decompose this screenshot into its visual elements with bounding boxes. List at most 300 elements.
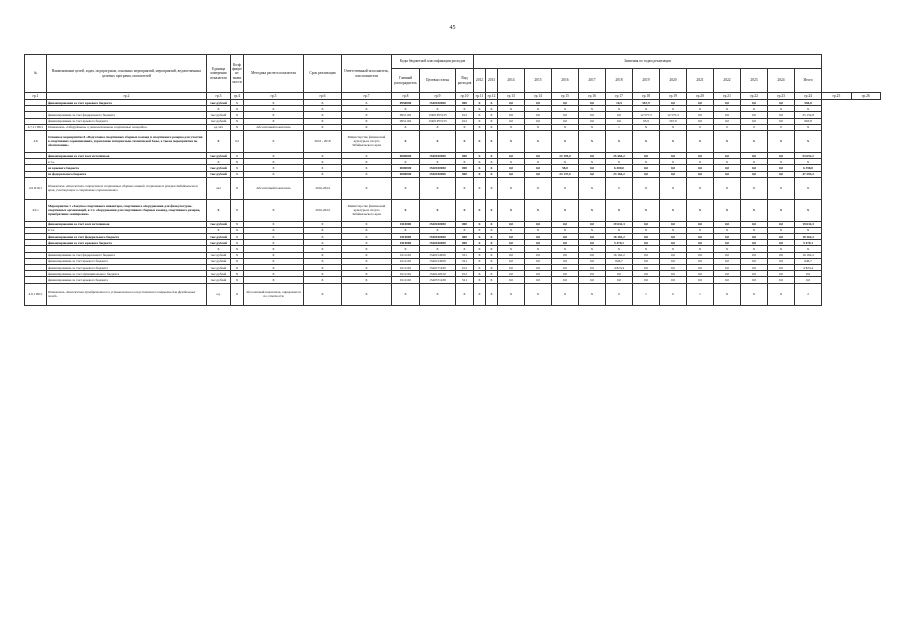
cell-unit: X	[207, 159, 231, 165]
cell-year-value: 0,0	[687, 234, 714, 240]
cell-unit: тыс.рублей	[207, 277, 231, 283]
cell-a: 0110000	[392, 234, 420, 240]
cell-year-value: 0,0	[714, 240, 741, 246]
cell-name: в т.ч.	[47, 159, 207, 165]
column-number: гр.1	[25, 93, 47, 100]
cell-resp: X	[342, 177, 392, 199]
cell-c: 521	[456, 258, 474, 264]
cell-method: X	[244, 171, 304, 177]
cell-year-value: 0,0	[579, 234, 606, 240]
cell-term: X	[304, 234, 342, 240]
cell-term: 2016-2024	[304, 199, 342, 221]
cell-year-value: 0,0	[660, 221, 687, 227]
cell-year-value: 0,0	[552, 221, 579, 227]
cell-year-value: 0	[606, 177, 633, 199]
cell-year-value: 0,0	[498, 277, 525, 283]
cell-year-value: 5 470,1	[795, 240, 822, 246]
cell-year-value: 0,0	[714, 265, 741, 271]
cell-c: 000	[456, 100, 474, 106]
column-number: гр.6	[304, 93, 342, 100]
cell-c: X	[456, 283, 474, 305]
page-number: 45	[449, 25, 456, 31]
cell-c: 612	[456, 265, 474, 271]
cell-year-value: X	[633, 199, 660, 221]
cell-year-value: 16,9	[606, 100, 633, 106]
cell-coef: X	[231, 271, 244, 277]
cell-name: финансирование за счет краевого бюджета	[47, 265, 207, 271]
cell-year-value: X	[474, 177, 486, 199]
cell-year-value: X	[525, 227, 552, 233]
column-number: гр.17	[606, 93, 633, 100]
cell-year-value: 0,0	[579, 152, 606, 158]
cell-year-value: 0,0	[660, 277, 687, 283]
cell-resp: X	[342, 152, 392, 158]
cell-method: X	[244, 240, 304, 246]
cell-num: 4.9 П10/1	[25, 177, 47, 199]
cell-term: 2016 - 2018	[304, 130, 342, 152]
cell-name: Показатель «Оборудованы и укомплектованы спортивные площадки»	[47, 124, 207, 130]
cell-resp: X	[342, 246, 392, 252]
cell-a: 0951102	[392, 112, 420, 118]
column-number: гр.12	[486, 93, 498, 100]
cell-term: X	[304, 221, 342, 227]
cell-year-value: X	[525, 246, 552, 252]
cell-year-value: 0,0	[714, 100, 741, 106]
cell-year-value: X	[633, 106, 660, 112]
cell-year-value: X	[795, 246, 822, 252]
col-resp-header: Ответственный исполнитель, соисполнители	[342, 55, 392, 93]
cell-coef: X	[231, 258, 244, 264]
cell-year-value: 0,0	[714, 221, 741, 227]
cell-year-value: X	[486, 221, 498, 227]
cell-unit: ед.	[207, 283, 231, 305]
cell-year-value: X	[579, 106, 606, 112]
cell-b: 1540100000	[420, 221, 456, 227]
cell-resp: X	[342, 234, 392, 240]
col-year-header: 2014	[498, 69, 525, 93]
cell-year-value: X	[552, 130, 579, 152]
cell-c: X	[456, 106, 474, 112]
cell-year-value: 0,0	[741, 265, 768, 271]
cell-resp: Министерство физической культуры и спорта Забайкальского края	[342, 130, 392, 152]
col-year-header: 2018	[606, 69, 633, 93]
cell-unit: тыс.рублей	[207, 152, 231, 158]
cell-year-value: X	[714, 246, 741, 252]
cell-unit: тыс.рублей	[207, 118, 231, 124]
cell-term: X	[304, 106, 342, 112]
cell-year-value: X	[498, 130, 525, 152]
cell-coef: X	[231, 124, 244, 130]
cell-year-value: X	[474, 152, 486, 158]
column-number: гр.14	[525, 93, 552, 100]
cell-year-value: 0,0	[633, 152, 660, 158]
cell-b: X	[420, 177, 456, 199]
cell-year-value: 19 632,3	[795, 221, 822, 227]
cell-name: финансирование за счет муниципального бюджета	[47, 271, 207, 277]
col-year-header: 2015	[525, 69, 552, 93]
cell-year-value: 0,0	[633, 265, 660, 271]
cell-year-value: 0,0	[498, 171, 525, 177]
cell-year-value: X	[474, 159, 486, 165]
cell-a: 0110000	[392, 221, 420, 227]
cell-year-value: 16 162,2	[606, 252, 633, 258]
col-year-header: 2013	[486, 69, 498, 93]
cell-year-value: X	[486, 171, 498, 177]
cell-year-value: X	[633, 177, 660, 199]
cell-year-value: X	[486, 252, 498, 258]
cell-year-value: 12 577,5	[633, 112, 660, 118]
cell-year-value: X	[579, 159, 606, 165]
cell-num: 4.9.1	[25, 199, 47, 221]
cell-year-value: X	[714, 177, 741, 199]
cell-year-value: 0,0	[741, 258, 768, 264]
cell-year-value: 0,0	[525, 271, 552, 277]
cell-coef: X	[231, 246, 244, 252]
cell-year-value: X	[768, 199, 795, 221]
cell-method: X	[244, 112, 304, 118]
cell-year-value: X	[474, 118, 486, 124]
cell-year-value: X	[741, 199, 768, 221]
cell-year-value: 0,0	[525, 277, 552, 283]
cell-name: финансирование за счет краевого бюджета	[47, 240, 207, 246]
cell-name: Показатель «Количество приобретенного и установленного искусственного покрытия для футбольных полей»	[47, 283, 207, 305]
cell-year-value: 0,0	[633, 271, 660, 277]
cell-year-value: 4 823,4	[606, 265, 633, 271]
column-number: гр.11	[474, 93, 486, 100]
cell-year-value: 0,0	[606, 112, 633, 118]
cell-name: финансирование за счет федерального бюджета	[47, 252, 207, 258]
cell-resp: X	[342, 112, 392, 118]
cell-year-value: X	[579, 246, 606, 252]
cell-year-value: X	[714, 130, 741, 152]
cell-year-value: 663,8	[795, 118, 822, 124]
cell-year-value: 1	[633, 283, 660, 305]
cell-year-value: 0,0	[741, 221, 768, 227]
cell-year-value: 24 195,0	[552, 152, 579, 158]
cell-coef: X	[231, 252, 244, 258]
cell-resp: X	[342, 165, 392, 171]
cell-c: 000	[456, 152, 474, 158]
cell-a: 0111102	[392, 271, 420, 277]
cell-year-value: 0,0	[660, 152, 687, 158]
cell-resp: X	[342, 271, 392, 277]
cell-b: 1540100000	[420, 165, 456, 171]
cell-year-value: 584,8	[795, 100, 822, 106]
column-number: гр.26	[851, 93, 880, 100]
cell-year-value: 0,0	[660, 271, 687, 277]
column-number: гр.5	[244, 93, 304, 100]
cell-year-value: 0,0	[498, 252, 525, 258]
cell-year-value: X	[498, 177, 525, 199]
table-body	[25, 100, 881, 306]
cell-b: X	[420, 246, 456, 252]
column-number: гр.25	[822, 93, 851, 100]
column-number: гр.13	[498, 93, 525, 100]
cell-year-value: 0,0	[525, 258, 552, 264]
cell-unit: тыс.рублей	[207, 112, 231, 118]
cell-year-value: X	[795, 227, 822, 233]
cell-b: X	[420, 227, 456, 233]
cell-resp: X	[342, 227, 392, 233]
col-year-header: 2012	[474, 69, 486, 93]
cell-year-value: 0,0	[741, 165, 768, 171]
cell-year-value: 0,0	[606, 271, 633, 277]
column-number: гр.8	[392, 93, 420, 100]
cell-year-value: X	[486, 124, 498, 130]
cell-c: X	[456, 199, 474, 221]
cell-year-value: X	[687, 177, 714, 199]
cell-year-value: X	[486, 227, 498, 233]
cell-year-value: X	[687, 159, 714, 165]
col-year-header: 2022	[714, 69, 741, 93]
cell-resp: Министерство физической культуры и спорта Забайкальского края	[342, 199, 392, 221]
cell-method: X	[244, 258, 304, 264]
cell-year-value: X	[486, 265, 498, 271]
col-year-header: 2021	[687, 69, 714, 93]
cell-b: 1540120010	[420, 271, 456, 277]
cell-year-value: 0,0	[687, 265, 714, 271]
cell-unit: тыс.рублей	[207, 171, 231, 177]
cell-year-value: 0,0	[768, 221, 795, 227]
cell-year-value: X	[795, 124, 822, 130]
cell-year-value: 25 152,8	[795, 112, 822, 118]
cell-b: X	[420, 283, 456, 305]
cell-b: 1540571430	[420, 277, 456, 283]
cell-a: X	[392, 283, 420, 305]
cell-year-value: X	[741, 283, 768, 305]
cell-year-value: X	[474, 130, 486, 152]
cell-method: Абсолютный показатель, определяется по отчетности	[244, 283, 304, 305]
cell-year-value: 0,0	[714, 271, 741, 277]
cell-year-value: X	[474, 106, 486, 112]
cell-unit: тыс.рублей	[207, 271, 231, 277]
cell-year-value: 0,0	[687, 171, 714, 177]
cell-resp: X	[342, 252, 392, 258]
cell-unit: X	[207, 199, 231, 221]
cell-year-value: 0,0	[525, 265, 552, 271]
cell-method: X	[244, 106, 304, 112]
cell-year-value: 0,0	[525, 112, 552, 118]
cell-year-value: 0,0	[579, 100, 606, 106]
cell-year-value: 0,0	[660, 252, 687, 258]
cell-year-value: 0,0	[606, 277, 633, 283]
cell-year-value: 0,0	[687, 277, 714, 283]
cell-c: 521	[456, 277, 474, 283]
cell-name: из федерального бюджета	[47, 171, 207, 177]
cell-year-value: X	[714, 159, 741, 165]
cell-year-value: 0,0	[741, 277, 768, 283]
col-kbk-b-header: Целевая статья	[420, 69, 456, 93]
cell-term: X	[304, 240, 342, 246]
cell-year-value: X	[741, 227, 768, 233]
cell-resp: X	[342, 283, 392, 305]
cell-year-value: X	[486, 246, 498, 252]
cell-term: 2016-2024	[304, 177, 342, 199]
cell-year-value: 0,0	[714, 252, 741, 258]
cell-year-value: X	[498, 106, 525, 112]
cell-year-value: 5 470,1	[606, 240, 633, 246]
cell-term: X	[304, 100, 342, 106]
cell-b: 1540100000	[420, 240, 456, 246]
cell-unit: X	[207, 227, 231, 233]
col-unit-header: Единица измерения показателя	[207, 55, 231, 93]
col-year-header: 2024	[768, 69, 795, 93]
col-kbk-c-header: Вид расходов	[456, 69, 474, 93]
cell-name: в т.ч.	[47, 227, 207, 233]
cell-year-value: X	[474, 227, 486, 233]
cell-year-value: X	[795, 159, 822, 165]
cell-year-value: 0,0	[768, 118, 795, 124]
cell-num: 4.8	[25, 130, 47, 152]
cell-b: 1540100000	[420, 171, 456, 177]
cell-term: X	[304, 246, 342, 252]
cell-year-value: 0,0	[687, 118, 714, 124]
cell-year-value: 0,0	[552, 277, 579, 283]
cell-year-value: X	[525, 130, 552, 152]
cell-year-value: X	[768, 283, 795, 305]
cell-year-value: X	[552, 106, 579, 112]
cell-year-value: X	[768, 177, 795, 199]
column-number: гр.15	[552, 93, 579, 100]
cell-num: 4.9.1 П6/1	[25, 283, 47, 305]
cell-unit: тыс.рублей	[207, 258, 231, 264]
cell-year-value: X	[795, 199, 822, 221]
cell-year-value: X	[606, 106, 633, 112]
cell-name: из краевого бюджета	[47, 165, 207, 171]
cell-term: X	[304, 271, 342, 277]
cell-year-value: X	[486, 159, 498, 165]
cell-year-value: 0,0	[633, 277, 660, 283]
cell-year-value: 19 632,3	[606, 221, 633, 227]
cell-year-value: 0,0	[768, 112, 795, 118]
cell-year-value: X	[474, 165, 486, 171]
cell-year-value: X	[768, 227, 795, 233]
cell-c: 000	[456, 221, 474, 227]
cell-unit: X	[207, 106, 231, 112]
cell-year-value: X	[474, 221, 486, 227]
cell-method: X	[244, 130, 304, 152]
cell-c: X	[456, 124, 474, 130]
cell-year-value: X	[498, 159, 525, 165]
cell-coef: X	[231, 221, 244, 227]
cell-year-value: 0,0	[768, 171, 795, 177]
cell-year-value: X	[660, 159, 687, 165]
cell-year-value: X	[552, 199, 579, 221]
cell-year-value: 0,0	[768, 240, 795, 246]
cell-method: X	[244, 227, 304, 233]
cell-year-value: 0,0	[687, 258, 714, 264]
column-number: гр.20	[687, 93, 714, 100]
cell-coef: X	[231, 234, 244, 240]
cell-term: X	[304, 159, 342, 165]
cell-b: 15401Р55155	[420, 118, 456, 124]
cell-year-value: X	[486, 277, 498, 283]
cell-year-value: 0,0	[498, 112, 525, 118]
cell-year-value: X	[687, 106, 714, 112]
cell-year-value: X	[525, 199, 552, 221]
cell-year-value: 0,0	[660, 165, 687, 171]
cell-b: X	[420, 124, 456, 130]
cell-year-value: X	[474, 240, 486, 246]
cell-year-value: 0,0	[552, 240, 579, 246]
cell-year-value: 0,0	[552, 252, 579, 258]
cell-term: X	[304, 171, 342, 177]
cell-year-value: X	[660, 124, 687, 130]
cell-year-value: 0,0	[579, 165, 606, 171]
cell-a: 0111102	[392, 265, 420, 271]
cell-coef: X	[231, 100, 244, 106]
cell-a: 0951102	[392, 118, 420, 124]
cell-year-value: X	[579, 124, 606, 130]
cell-c: X	[456, 227, 474, 233]
cell-year-value: X	[579, 227, 606, 233]
column-number: гр.9	[420, 93, 456, 100]
cell-year-value: X	[633, 159, 660, 165]
cell-resp: X	[342, 118, 392, 124]
cell-method: X	[244, 221, 304, 227]
cell-year-value: X	[633, 227, 660, 233]
cell-b: 1540154950	[420, 252, 456, 258]
cell-year-value: 646,7	[606, 258, 633, 264]
cell-method: X	[244, 165, 304, 171]
cell-year-value: 0,0	[633, 171, 660, 177]
cell-c: X	[456, 177, 474, 199]
cell-year-value: X	[486, 283, 498, 305]
column-number: гр.7	[342, 93, 392, 100]
cell-year-value: 0,0	[552, 100, 579, 106]
cell-year-value: 0,0	[714, 152, 741, 158]
cell-year-value: X	[552, 124, 579, 130]
cell-a: 0000000	[392, 165, 420, 171]
cell-year-value: X	[768, 159, 795, 165]
cell-year-value: 0,0	[525, 100, 552, 106]
column-number: гр.19	[660, 93, 687, 100]
cell-year-value: X	[606, 246, 633, 252]
cell-year-value: X	[486, 100, 498, 106]
cell-year-value: 0,0	[741, 100, 768, 106]
cell-year-value: 0,0	[633, 165, 660, 171]
cell-a: 0110000	[392, 240, 420, 246]
cell-year-value: X	[579, 130, 606, 152]
cell-method: X	[244, 118, 304, 124]
cell-a: X	[392, 246, 420, 252]
cell-year-value: 0,0	[552, 258, 579, 264]
cell-year-value: X	[714, 227, 741, 233]
cell-b: 1540100000	[420, 152, 456, 158]
cell-c: X	[456, 130, 474, 152]
cell-name: финансирование за счет краевого бюджета	[47, 258, 207, 264]
cell-year-value: 0,0	[768, 152, 795, 158]
cell-resp: X	[342, 124, 392, 130]
cell-method: Абсолютный показатель	[244, 124, 304, 130]
cell-year-value: 1	[606, 124, 633, 130]
column-number: гр.18	[633, 93, 660, 100]
cell-year-value: X	[795, 106, 822, 112]
cell-year-value: X	[714, 283, 741, 305]
cell-year-value: X	[486, 106, 498, 112]
cell-year-value: 0,0	[633, 240, 660, 246]
cell-a: X	[392, 177, 420, 199]
cell-a: X	[392, 124, 420, 130]
col-kbk-header: Коды бюджетной классификации расходов	[392, 55, 474, 69]
cell-coef: X	[231, 265, 244, 271]
cell-year-value: X	[474, 234, 486, 240]
cell-c: 612	[456, 118, 474, 124]
cell-year-value: 0,0	[687, 240, 714, 246]
cell-year-value: 0	[741, 124, 768, 130]
cell-coef: X	[231, 277, 244, 283]
cell-year-value: X	[552, 159, 579, 165]
